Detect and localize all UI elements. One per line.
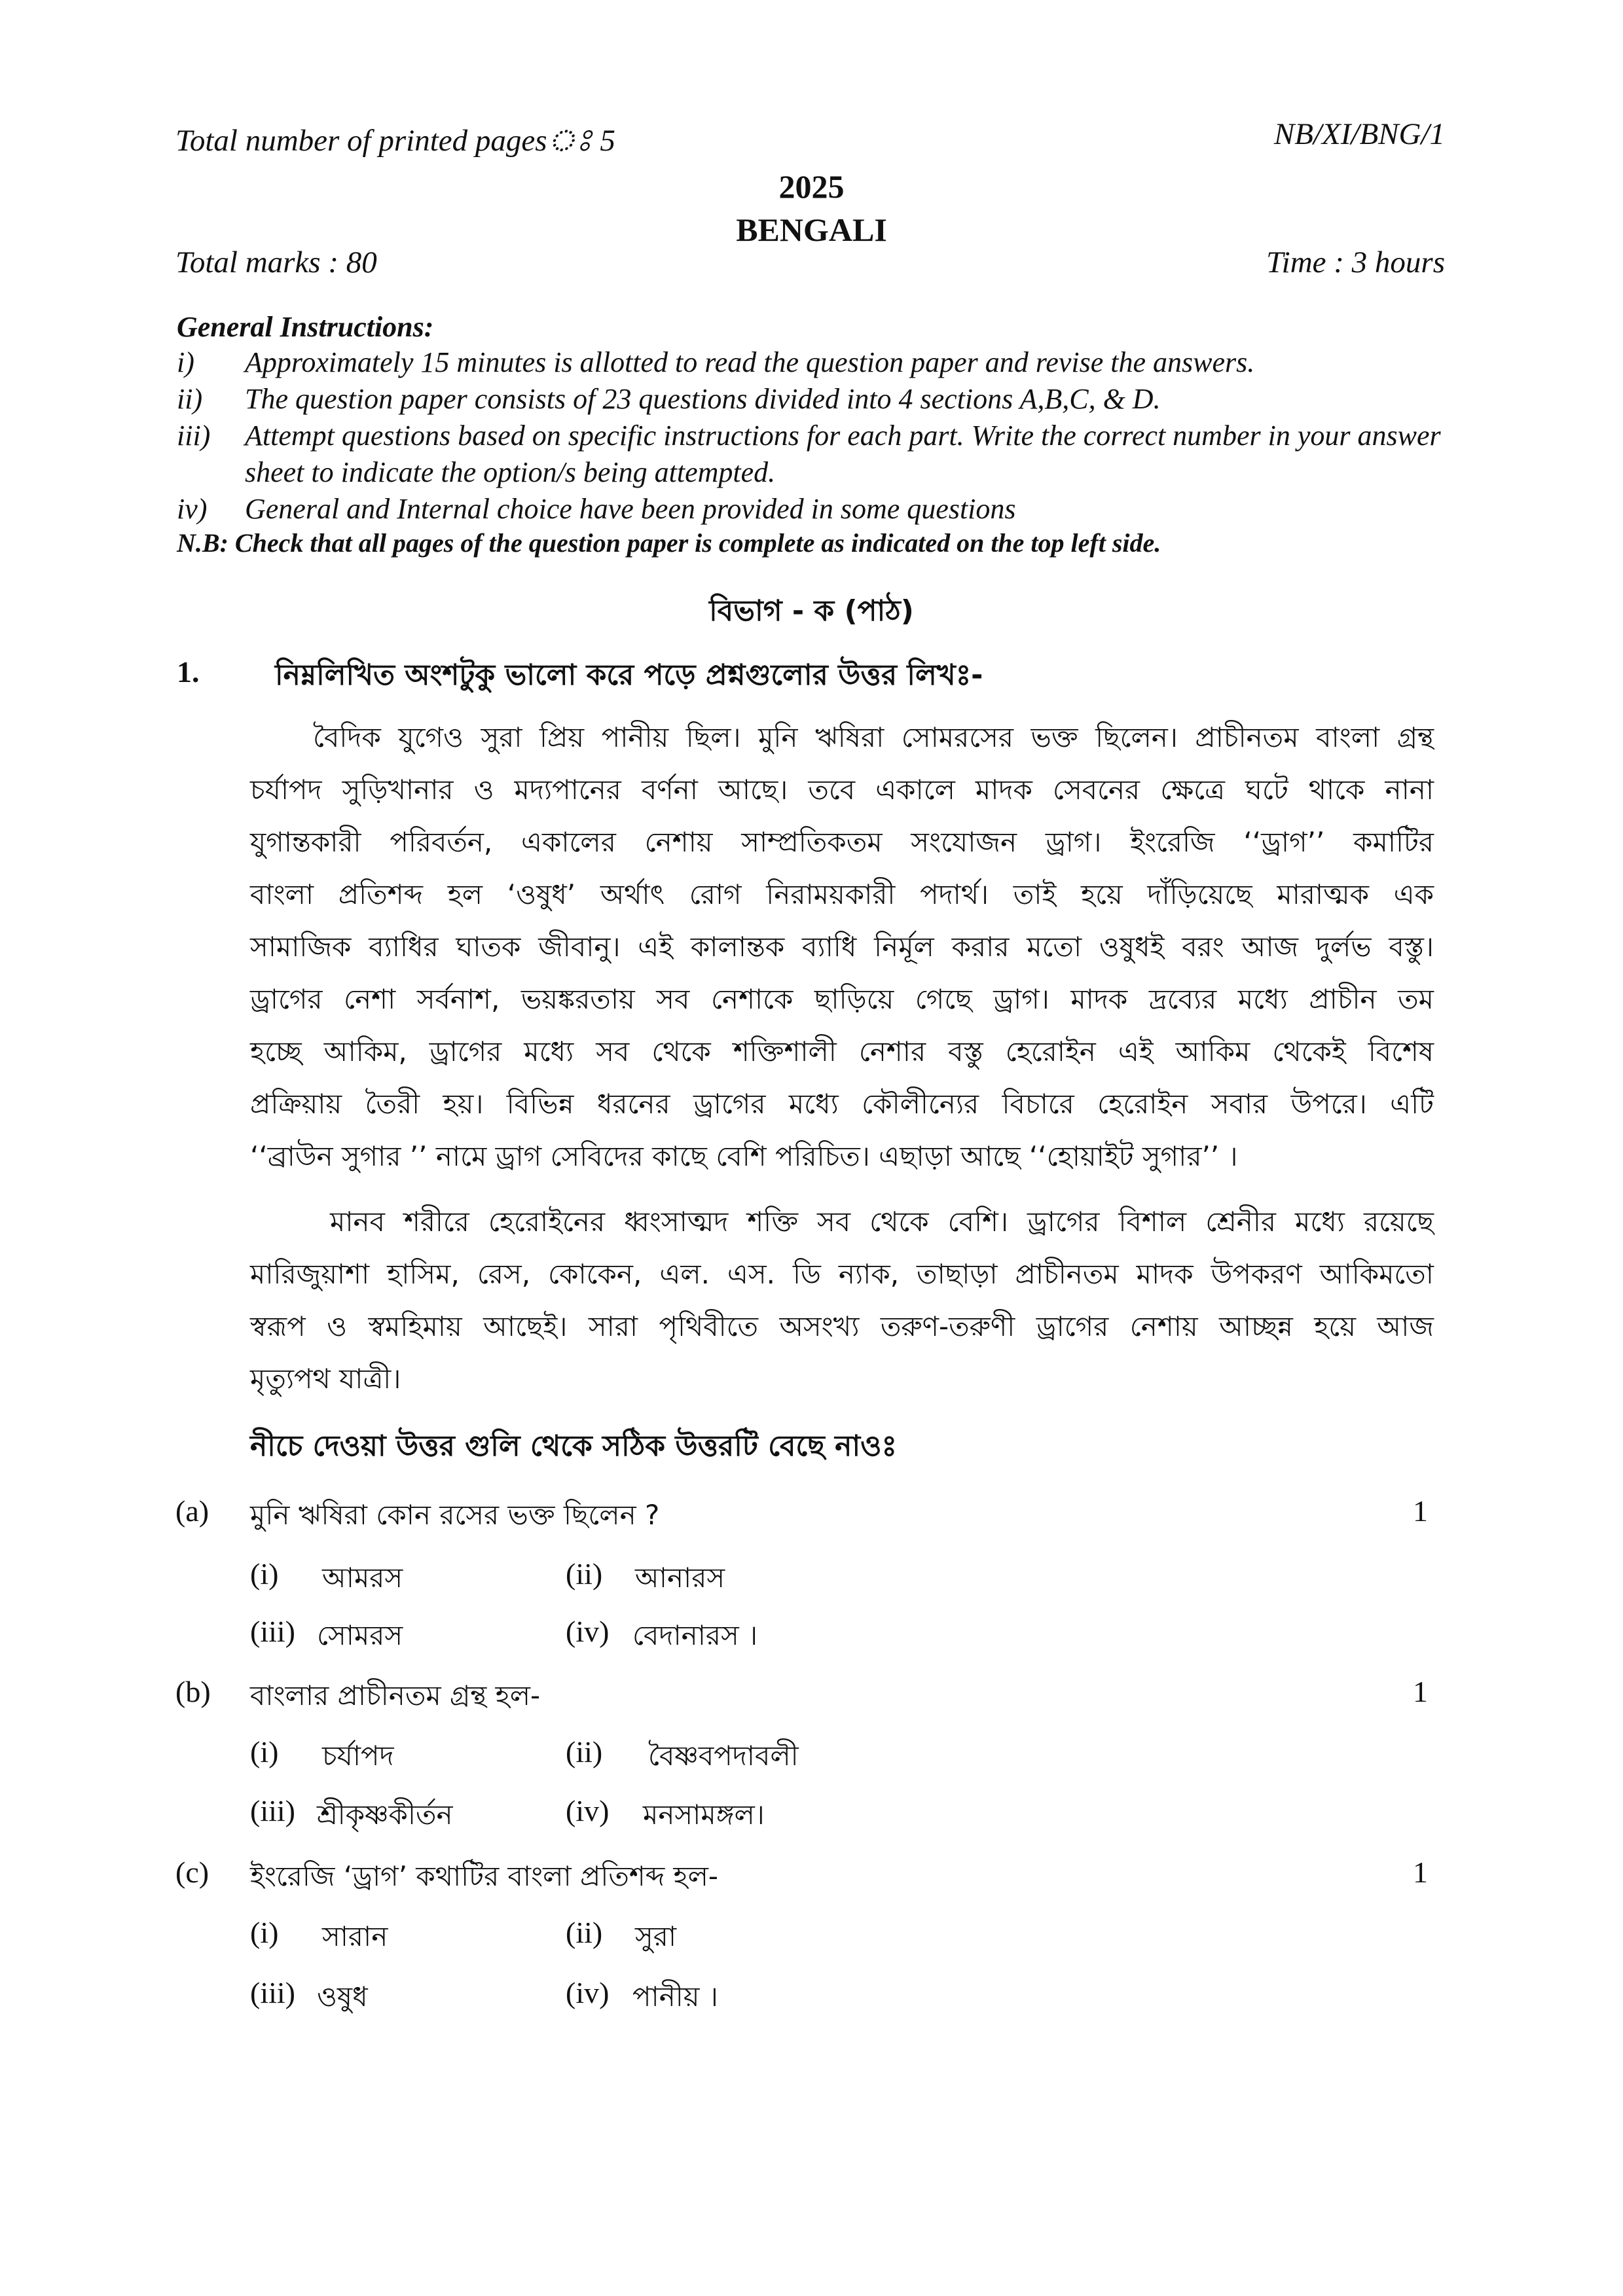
printed-pages-note: Total number of printed pagesঃ 5	[175, 124, 615, 158]
subquestion-marks: 1	[1413, 1856, 1428, 1889]
instruction-text: Attempt questions based on specific instructions for each part. Write the correct number in your answer sheet to indicate the option/s being attempted.	[245, 420, 1441, 488]
option-text: সারান	[322, 1920, 388, 1952]
option-number: (iii)	[250, 1615, 295, 1648]
subquestion-text: মুনি ঋষিরা কোন রসের ভক্ত ছিলেন ?	[250, 1499, 660, 1531]
passage-line: প্রক্রিয়ায় তৈরী হয়। বিভিন্ন ধরনের ড্রাগের মধ্যে কৌলীন্যের বিচারে হেরোইন সবার উপরে। এটি	[250, 1088, 1434, 1120]
option-text: সোমরস	[317, 1619, 403, 1651]
subquestion-label: (c)	[175, 1856, 210, 1889]
nb-note: N.B: Check that all pages of the question paper is complete as indicated on the top left side.	[177, 528, 1161, 558]
instruction-text: Approximately 15 minutes is allotted to read the question paper and revise the answers.	[245, 346, 1255, 378]
option-text: পানীয় ।	[632, 1981, 718, 2013]
option-text: মনসামঙ্গল।	[643, 1799, 765, 1831]
passage-line: মারিজুয়াশা হাসিম, রেস, কোকেন, এল. এস. ডি ন্যাক, তাছাড়া প্রাচীনতম মাদক উপকরণ আকিমতো	[250, 1258, 1434, 1290]
option-text: ওষুধ	[317, 1981, 368, 2013]
option-number: (i)	[250, 1916, 279, 1949]
subquestion-text: বাংলার প্রাচীনতম গ্রন্থ হল-	[250, 1679, 541, 1712]
option-number: (iii)	[250, 1976, 295, 2009]
passage-line: বৈদিক যুগেও সুরা প্রিয় পানীয় ছিল। মুনি ঋষিরা সোমরসের ভক্ত ছিলেন। প্রাচীনতম বাংলা গ্রন্থ	[313, 721, 1434, 753]
instruction-number: iii)	[177, 420, 211, 452]
option-text: বেদানারস ।	[632, 1619, 758, 1651]
subquestion-label: (b)	[175, 1675, 211, 1708]
option-number: (i)	[250, 1735, 279, 1768]
answer-instruction: নীচে দেওয়া উত্তর গুলি থেকে সঠিক উত্তরটি বেছে নাওঃ	[250, 1429, 898, 1463]
option-number: (ii)	[566, 1557, 603, 1590]
option-number: (iv)	[566, 1976, 610, 2009]
option-text: সুরা	[635, 1920, 677, 1952]
paper-code: NB/XI/BNG/1	[1273, 117, 1445, 151]
passage-line: বাংলা প্রতিশব্দ হল ‘ওষুধ’ অর্থাৎ রোগ নিরাময়কারী পদার্থ। তাই হয়ে দাঁড়িয়েছে মারাত্মক এক	[250, 878, 1434, 910]
passage-line: হচ্ছে আকিম, ড্রাগের মধ্যে সব থেকে শক্তিশালী নেশার বস্তু হেরোইন এই আকিম থেকেই বিশেষ	[250, 1035, 1434, 1067]
time-allowed: Time : 3 hours	[1266, 245, 1445, 279]
instruction-text: General and Internal choice have been provided in some questions	[245, 493, 1016, 525]
passage-line: স্বরূপ ও স্বমহিমায় আছেই। সারা পৃথিবীতে অসংখ্য তরুণ-তরুণী ড্রাগের নেশায় আচ্ছন্ন হয়ে আজ	[250, 1310, 1434, 1342]
instructions-heading: General Instructions:	[177, 311, 434, 343]
passage-line: যুগান্তকারী পরিবর্তন, একালের নেশায় সাম্প্রতিকতম সংযোজন ড্রাগ। ইংরেজি ‘‘ড্রাগ’’ কমাটির	[250, 826, 1434, 858]
subquestion-label: (a)	[175, 1494, 210, 1528]
subquestion-marks: 1	[1413, 1494, 1428, 1528]
exam-subject: BENGALI	[736, 211, 887, 248]
passage-line: ‘‘ব্রাউন সুগার ’’ নামে ড্রাগ সেবিদের কাছে বেশি পরিচিত। এছাড়া আছে ‘‘হোয়াইট সুগার’’ ।	[250, 1140, 1238, 1172]
passage-line: ড্রাগের নেশা সর্বনাশ, ভয়ঙ্করতায় সব নেশাকে ছাড়িয়ে গেছে ড্রাগ। মাদক দ্রব্যের মধ্যে প্রাচীন তম	[250, 983, 1434, 1015]
question-heading: নিম্নলিখিত অংশটুকু ভালো করে পড়ে প্রশ্নগুলোর উত্তর লিখঃ-	[275, 658, 983, 692]
option-number: (iv)	[566, 1615, 610, 1648]
option-number: (iii)	[250, 1794, 295, 1827]
instruction-text: The question paper consists of 23 questions divided into 4 sections A,B,C, & D.	[245, 383, 1161, 415]
section-title: বিভাগ - ক (পাঠ)	[709, 594, 914, 628]
option-text: আমরস	[322, 1562, 403, 1594]
question-number: 1.	[177, 655, 200, 689]
option-number: (ii)	[566, 1735, 603, 1768]
passage-line: চর্যাপদ সুড়িখানার ও মদ্যপানের বর্ণনা আছে। তবে একালে মাদক সেবনের ক্ষেত্রে ঘটে থাকে নানা	[250, 774, 1434, 806]
passage-line: সামাজিক ব্যাধির ঘাতক জীবানু। এই কালান্তক ব্যাধি নির্মূল করার মতো ওষুধই বরং আজ দুর্লভ বস্তু।	[250, 931, 1434, 963]
total-marks: Total marks : 80	[175, 245, 377, 279]
instruction-number: ii)	[177, 383, 203, 415]
passage-line: মৃত্যুপথ যাত্রী।	[250, 1363, 401, 1395]
option-number: (iv)	[566, 1794, 610, 1827]
option-text: চর্যাপদ	[322, 1740, 394, 1772]
option-number: (i)	[250, 1557, 279, 1590]
instruction-number: iv)	[177, 493, 208, 525]
subquestion-text: ইংরেজি ‘ড্রাগ’ কথাটির বাংলা প্রতিশব্দ হল-	[250, 1860, 719, 1892]
exam-year: 2025	[778, 168, 845, 205]
option-number: (ii)	[566, 1916, 603, 1949]
subquestion-marks: 1	[1413, 1675, 1428, 1708]
passage-line: মানব শরীরে হেরোইনের ধ্বংসাত্মদ শক্তি সব থেকে বেশি। ড্রাগের বিশাল শ্রেনীর মধ্যে রয়েছে	[330, 1206, 1434, 1238]
option-text: আনারস	[635, 1562, 725, 1594]
option-text: শ্রীকৃষ্ণকীর্তন	[317, 1799, 453, 1831]
option-text: বৈষ্ণবপদাবলী	[648, 1740, 799, 1772]
instruction-number: i)	[177, 346, 194, 378]
